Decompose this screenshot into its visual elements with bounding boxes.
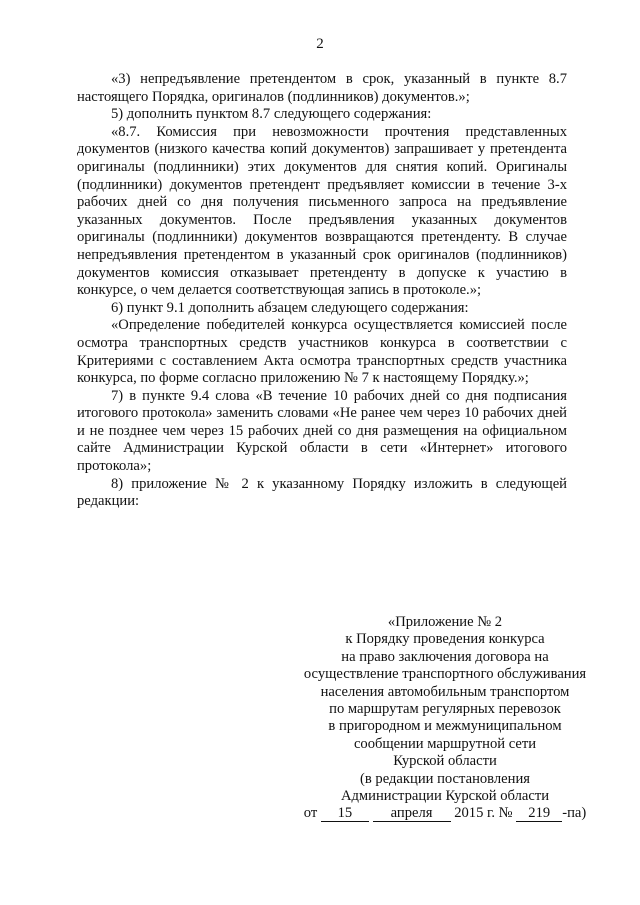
body-text [77, 71, 567, 511]
page-number: 2 [316, 36, 324, 52]
paragraph-winners-determination: «Определение победителей конкурса осуществляется комиссией после осмотра транспортных средств участников конкурса в соответствии с Критериями с составлением Акта осмотра транспортных средств участника конкурса, по форме согласно приложению № 7 к настоящему Порядку.»; [77, 317, 567, 387]
appendix-line: в пригородном и межмуниципальном [328, 718, 562, 735]
appendix-line: к Порядку проведения конкурса [345, 631, 545, 648]
appendix-line: населения автомобильным транспортом [320, 683, 570, 700]
date-day: 15 [321, 806, 369, 822]
paragraph-point-8: 8) приложение № 2 к указанному Порядку изложить в следующей редакции: [77, 475, 567, 510]
appendix-line: по маршрутам регулярных перевозок [329, 701, 561, 718]
date-month: апреля [373, 806, 451, 822]
paragraph-point-7: 7) в пункте 9.4 слова «В течение 10 рабочих дней со дня подписания итогового протокола» заменить словами «Не ранее чем через 10 рабочих дней и не позднее чем через 15 рабочих дней со дня размещения на официальном сайте Администрации Курской области в сети «Интернет» итогового протокола»; [77, 387, 567, 475]
appendix-title: «Приложение № 2 [387, 614, 503, 630]
appendix-line: Администрации Курской области [340, 788, 550, 805]
date-year: 2015 г. № [454, 805, 513, 822]
appendix-line: осуществление транспортного обслуживания [303, 666, 587, 683]
appendix-date-line [290, 805, 600, 822]
document-number-suffix: -па) [562, 805, 587, 822]
paragraph-point-5: 5) дополнить пунктом 8.7 следующего содержания: [111, 106, 432, 123]
paragraph-point-6: 6) пункт 9.1 дополнить абзацем следующего содержания: [111, 299, 469, 316]
paragraph-item-3-amendment: «3) непредъявление претендентом в срок, указанный в пункте 8.7 настоящего Порядка, оригиналов (подлинников) документов.»; [77, 71, 567, 105]
document-number: 219 [516, 806, 562, 822]
paragraph-clause-8-7: «8.7. Комиссия при невозможности прочтения представленных документов (низкого качества копий документов) запрашивает у претендента оригиналы (подлинники) этих документов для снятия копий. Оригиналы (подлинники) документов претендент предъявляет комиссии в течение 3-х рабочих дней со дня получения письменного запроса на предъявление указанных документов. После предъявления указанных документов оригиналы (подлинники) документов возвращаются претенденту. В случае непредъявления претендентом в указанный срок оригиналов (подлинников) документов комиссия отказывает претенденту в допуске к участию в конкурсе, о чем делается соответствующая запись в протоколе.»; [77, 123, 567, 299]
appendix-line: (в редакции постановления [360, 770, 530, 787]
appendix-line: Курской области [393, 753, 497, 770]
appendix-line: сообщении маршрутной сети [353, 735, 537, 752]
appendix-header [290, 614, 600, 823]
appendix-line: на право заключения договора на [341, 648, 549, 665]
date-prefix: от [303, 805, 318, 822]
